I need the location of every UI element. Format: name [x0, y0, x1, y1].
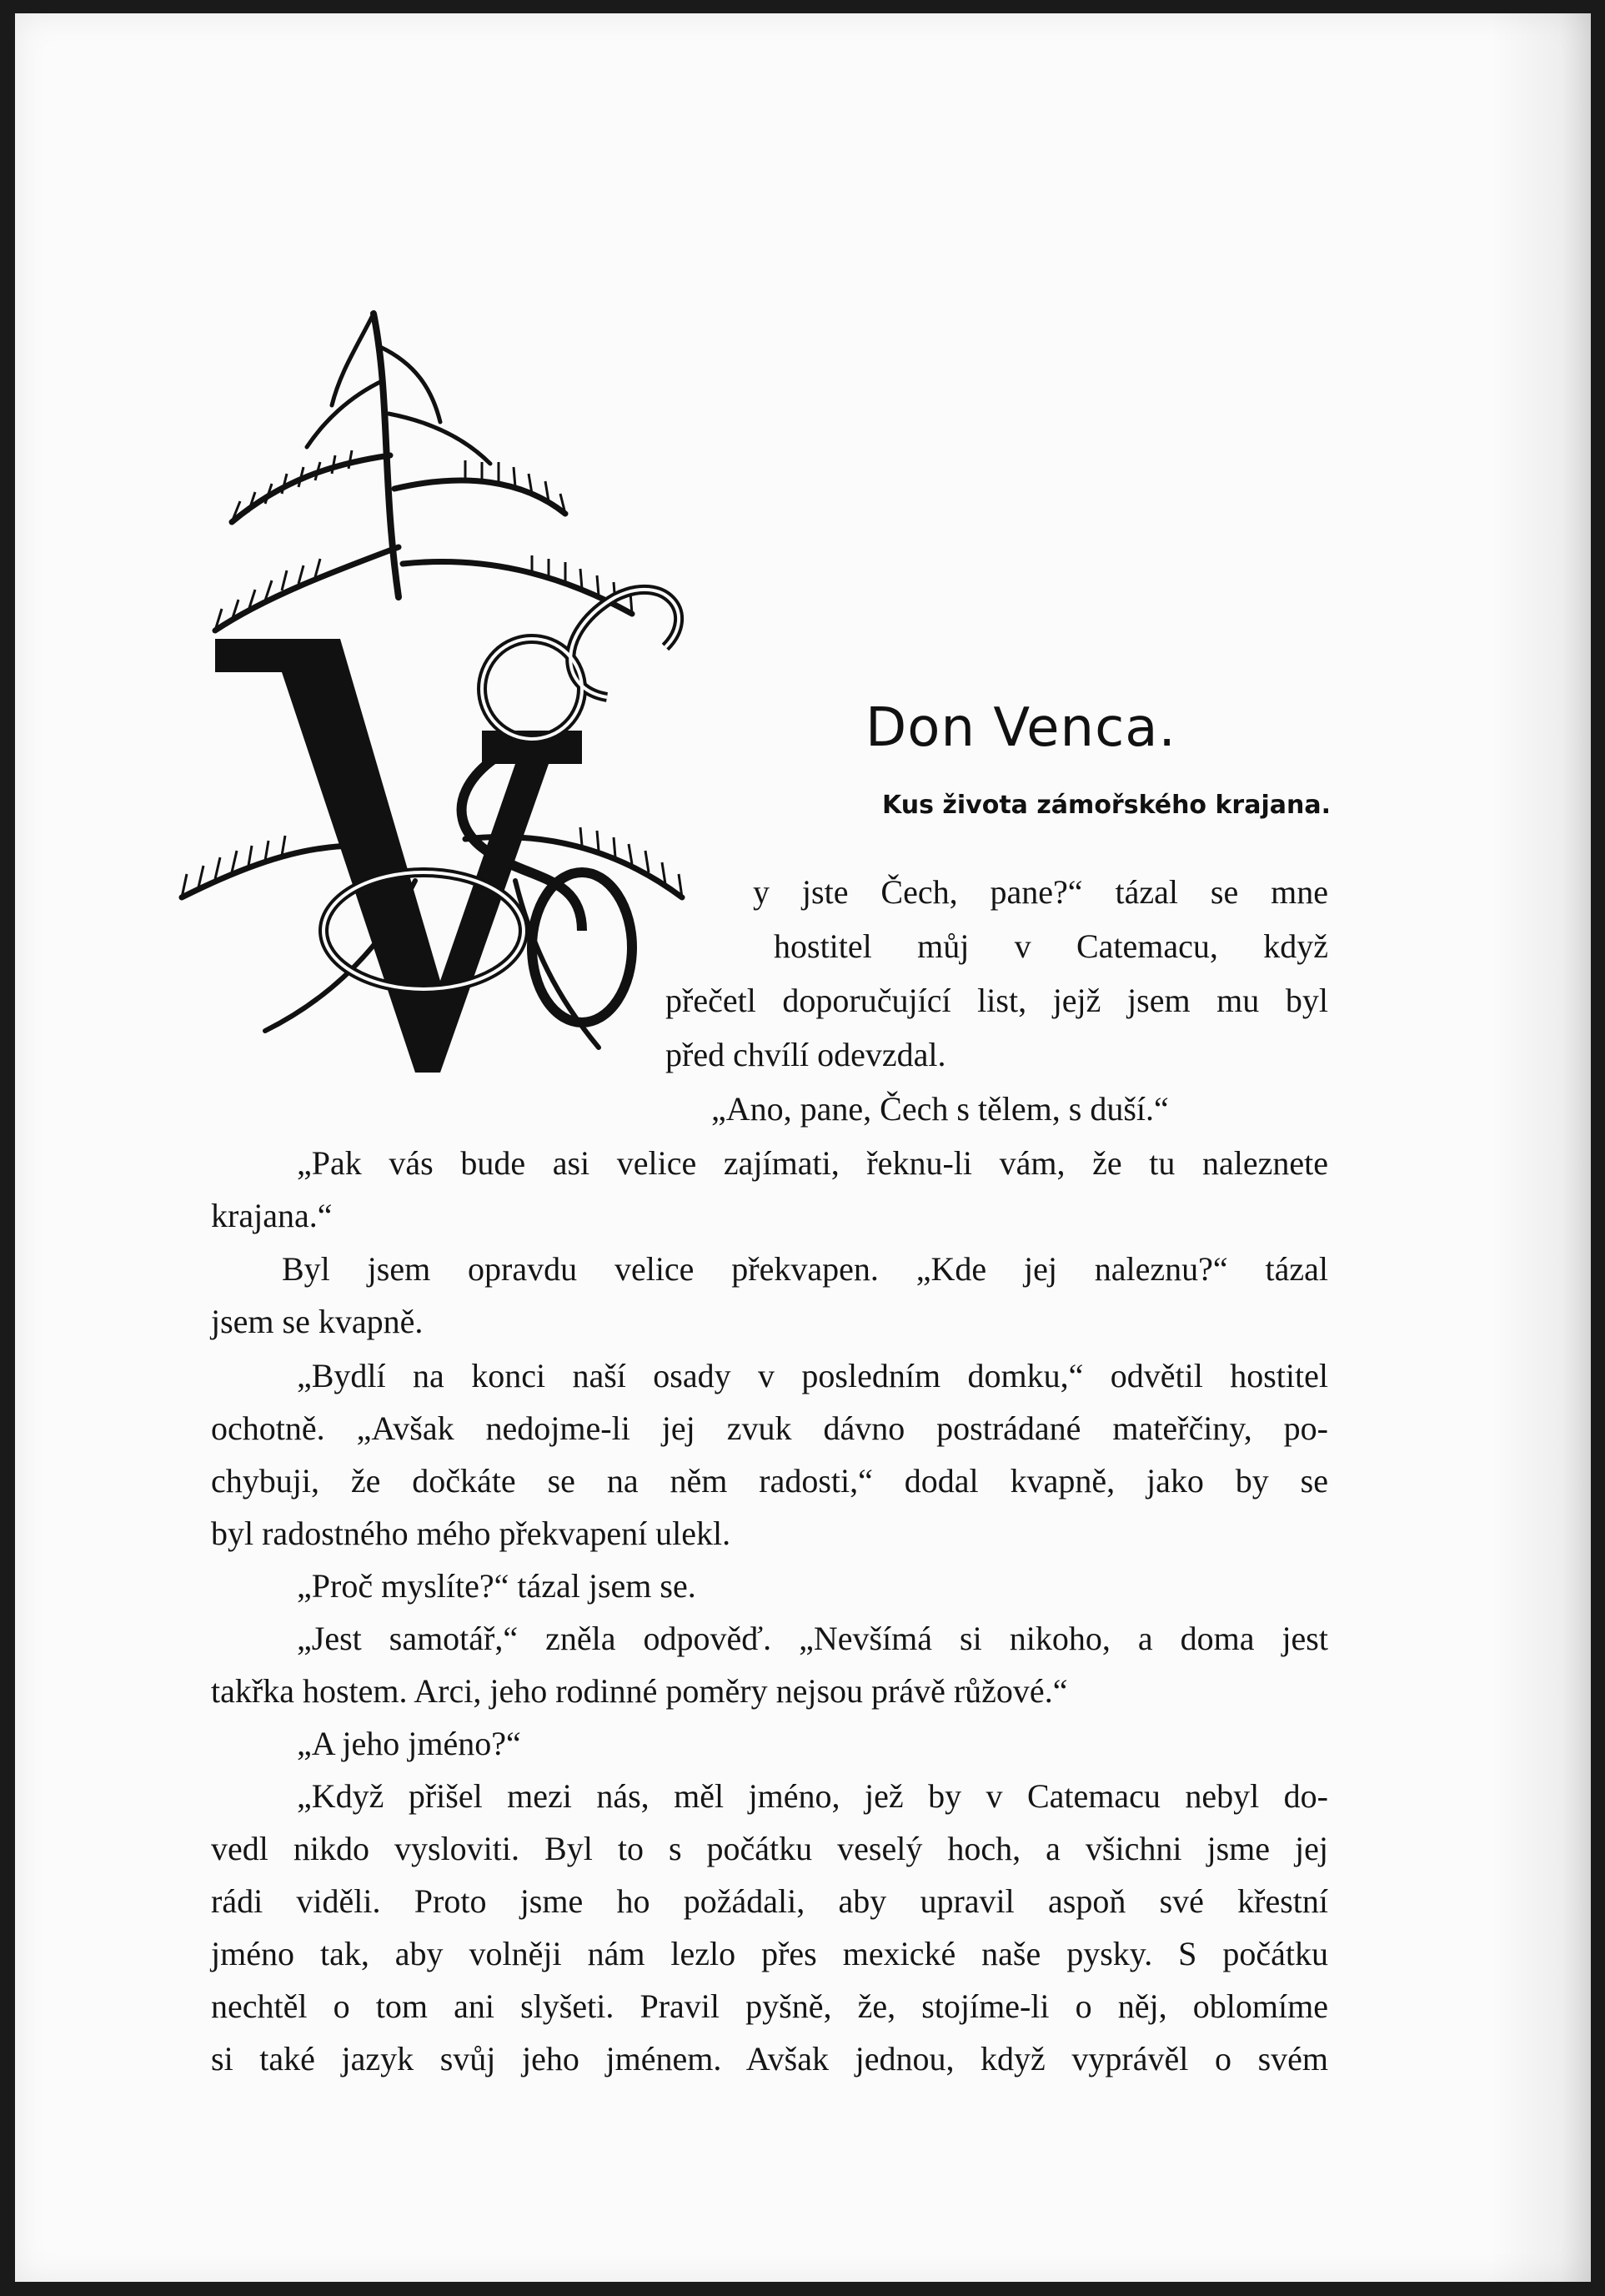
decorated-initial-v [165, 297, 715, 1098]
text-line: y jste Čech, pane?“ tázal se mne [753, 873, 1328, 911]
text-line: „Pak vás bude asi velice zajímati, řeknu-li vám, že tu naleznete [297, 1144, 1328, 1182]
text-line: byl radostného mého překvapení ulekl. [211, 1515, 731, 1552]
text-line: vedl nikdo vysloviti. Byl to s počátku veselý hoch, a všichni jsme jej [211, 1830, 1328, 1867]
text-line: takřka hostem. Arci, jeho rodinné poměry nejsou právě růžové.“ [211, 1672, 1068, 1710]
text-line: si také jazyk svůj jeho jménem. Avšak jednou, když vyprávěl o svém [211, 2040, 1328, 2077]
page-edge-shadow [1491, 13, 1591, 2282]
text-line: Byl jsem opravdu velice překvapen. „Kde jej naleznu?“ tázal [282, 1250, 1328, 1288]
text-line: ochotně. „Avšak nedojme-li jej zvuk dávno postrádané mateřčiny, po- [211, 1409, 1328, 1447]
article-title: Don Venca. [865, 697, 1176, 759]
text-line: nechtěl o tom ani slyšeti. Pravil pyšně, že, stojíme-li o něj, oblomíme [211, 1987, 1328, 2025]
text-line: krajana.“ [211, 1197, 333, 1234]
text-line: „Proč myslíte?“ tázal jsem se. [297, 1567, 696, 1605]
text-line: chybuji, že dočkáte se na něm radosti,“ dodal kvapně, jako by se [211, 1462, 1328, 1500]
text-line: jsem se kvapně. [211, 1303, 424, 1340]
text-line: jméno tak, aby volněji nám lezlo přes mexické naše pysky. S počátku [211, 1935, 1328, 1972]
text-line: hostitel můj v Catemacu, když [774, 927, 1328, 965]
text-line: „Ano, pane, Čech s tělem, s duší.“ [711, 1090, 1169, 1128]
text-line: před chvílí odevzdal. [665, 1036, 946, 1073]
book-page [15, 13, 1591, 2282]
text-line: přečetl doporučující list, jejž jsem mu byl [665, 982, 1328, 1019]
text-line: rádi viděli. Proto jsme ho požádali, aby upravil aspoň své křestní [211, 1882, 1328, 1920]
text-line: „Když přišel mezi nás, měl jméno, jež by v Catemacu nebyl do- [297, 1777, 1328, 1815]
article-subtitle: Kus života zámořského krajana. [882, 791, 1331, 820]
text-line: „A jeho jméno?“ [297, 1725, 521, 1762]
text-line: „Jest samotář,“ zněla odpověď. „Nevšímá si nikoho, a doma jest [297, 1620, 1328, 1657]
text-line: „Bydlí na konci naší osady v posledním domku,“ odvětil hostitel [297, 1357, 1328, 1394]
